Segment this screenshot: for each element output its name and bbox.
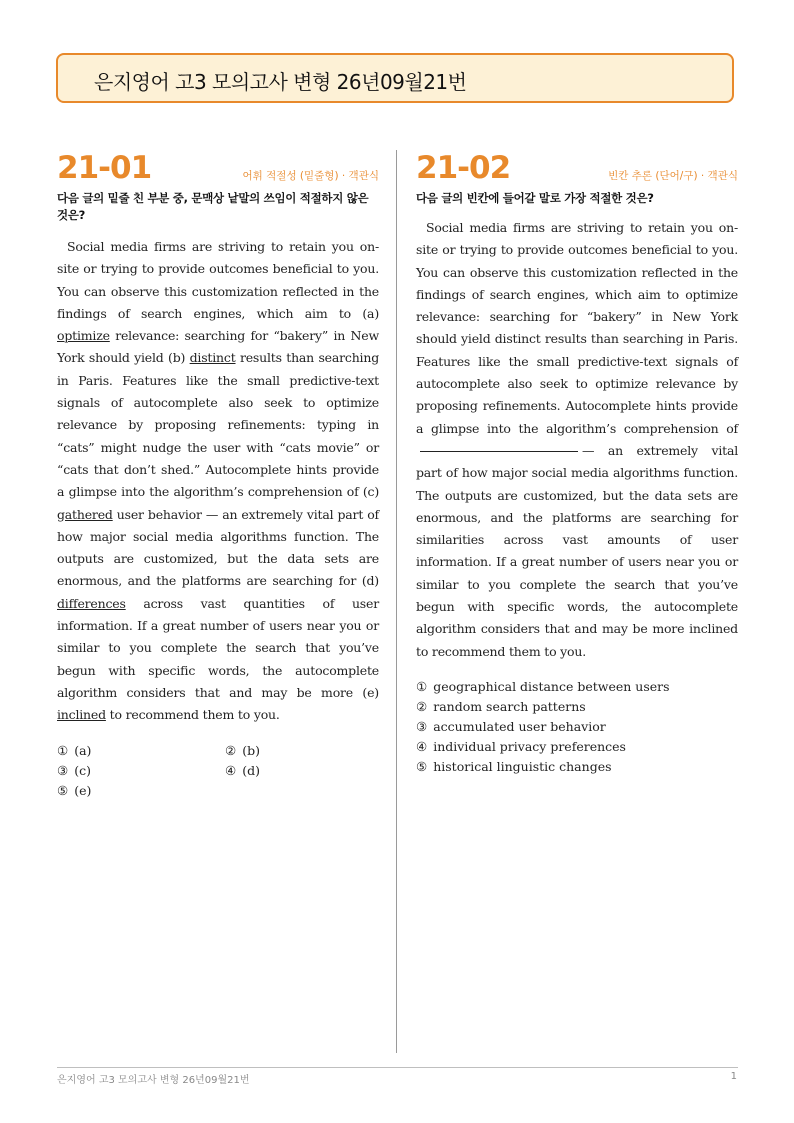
passage-text: Social media firms are striving to retain you on-site or trying to provide outcomes beneficial to you. You can observe this customization reflected in the findings of search engines, which aim to (a)	[57, 239, 379, 321]
choice-mark: ③	[416, 718, 428, 734]
question-type: 빈칸 추론 (단어/구) · 객관식	[608, 170, 738, 182]
choice-mark: ⑤	[57, 782, 69, 798]
footer-title: 은지영어 고3 모의고사 변형 26년09월21번	[57, 1075, 250, 1086]
question-21-01	[57, 150, 379, 801]
question-header	[57, 150, 379, 186]
question-number: 21-02	[416, 150, 511, 186]
choice-text: (c)	[74, 762, 91, 778]
answer-choices	[57, 741, 379, 801]
underlined-word-e: inclined	[57, 707, 106, 723]
choice-3[interactable]	[416, 717, 738, 737]
choice-mark: ④	[225, 762, 237, 778]
choice-text: individual privacy preferences	[433, 738, 626, 754]
passage-text: user behavior — an extremely vital part of how major social media algorithms function. The outputs are customized, but the data sets are enormous, and the platforms are searching for (d)	[57, 506, 379, 589]
underlined-word-b: distinct	[189, 350, 236, 366]
choice-mark: ⑤	[416, 758, 428, 774]
passage	[57, 236, 379, 727]
choice-mark: ③	[57, 762, 69, 778]
passage	[416, 217, 738, 663]
question-21-02	[416, 150, 738, 777]
question-prompt: 다음 글의 빈칸에 들어갈 말로 가장 적절한 것은?	[416, 191, 654, 205]
question-type: 어휘 적절성 (밑줄형) · 객관식	[242, 170, 379, 182]
choice-text: accumulated user behavior	[433, 718, 606, 734]
choice-text: random search patterns	[433, 698, 586, 714]
choice-text: geographical distance between users	[433, 678, 670, 694]
choice-2[interactable]	[225, 741, 379, 761]
title-banner	[56, 53, 734, 103]
choice-5[interactable]	[416, 757, 738, 777]
choice-text: historical linguistic changes	[433, 758, 612, 774]
underlined-word-a: optimize	[57, 328, 110, 344]
choice-4[interactable]	[225, 761, 379, 781]
answer-blank	[420, 450, 578, 452]
choice-3[interactable]	[57, 761, 225, 781]
column-divider	[396, 150, 397, 1053]
question-header	[416, 150, 738, 186]
question-number: 21-01	[57, 150, 152, 186]
passage-text: across vast quantities of user information. If a great number of users near you or similar to you complete the search that you’ve begun with specific words, the autocomplete algorithm considers that and may be more (e)	[57, 595, 379, 700]
footer-divider	[57, 1067, 738, 1068]
choice-text: (d)	[242, 762, 260, 778]
choice-text: (a)	[74, 742, 92, 758]
choice-mark: ②	[225, 742, 237, 758]
choice-text: (e)	[74, 782, 92, 798]
underlined-word-d: differences	[57, 595, 126, 611]
choice-mark: ④	[416, 738, 428, 754]
choice-5[interactable]	[57, 781, 225, 801]
underlined-word-c: gathered	[57, 506, 113, 522]
passage-text: results than searching in Paris. Features like the small predictive-text signals of autocomplete also seek to optimize relevance by proposing refinements: typing in “cats” might nudge the user with “cats movie” or “cats that don’t shed.” Autocomplete hints provide a glimpse into the algorithm’s comprehension of (c)	[57, 350, 379, 500]
passage-text: to recommend them to you.	[105, 707, 280, 723]
choice-2[interactable]	[416, 697, 738, 717]
choice-1[interactable]	[416, 677, 738, 697]
page-title: 은지영어 고3 모의고사 변형 26년09월21번	[94, 70, 467, 94]
choice-mark: ②	[416, 698, 428, 714]
passage-text: relevance: searching for “bakery” in New York should yield (b)	[57, 328, 379, 366]
choice-mark: ①	[57, 742, 69, 758]
choice-4[interactable]	[416, 737, 738, 757]
answer-choices	[416, 677, 738, 777]
page-number: 1	[730, 1071, 737, 1082]
passage-text: Social media firms are striving to retain you on-site or trying to provide outcomes beneficial to you. You can observe this customization reflected in the findings of search engines, which aim to optimize relevance: searching for “bakery” in New York should yield distinct results than searching in Paris. Features like the small predictive-text signals of autocomplete also seek to optimize relevance by proposing refinements. Autocomplete hints provide a glimpse into the algorithm’s comprehension of	[416, 220, 738, 436]
choice-text: (b)	[242, 742, 260, 758]
question-prompt: 다음 글의 밑줄 친 부분 중, 문맥상 낱말의 쓰임이 적절하지 않은 것은?	[57, 191, 369, 222]
choice-mark: ①	[416, 678, 428, 694]
passage-text: — an extremely vital part of how major social media algorithms function. The outputs are customized, but the data sets are enormous, and the platforms are searching for similarities across vast amounts of user information. If a great number of users near you or similar to you complete the search that you’ve begun with specific words, the autocomplete algorithm considers that and may be more inclined to recommend them to you.	[416, 442, 738, 659]
choice-1[interactable]	[57, 741, 225, 761]
